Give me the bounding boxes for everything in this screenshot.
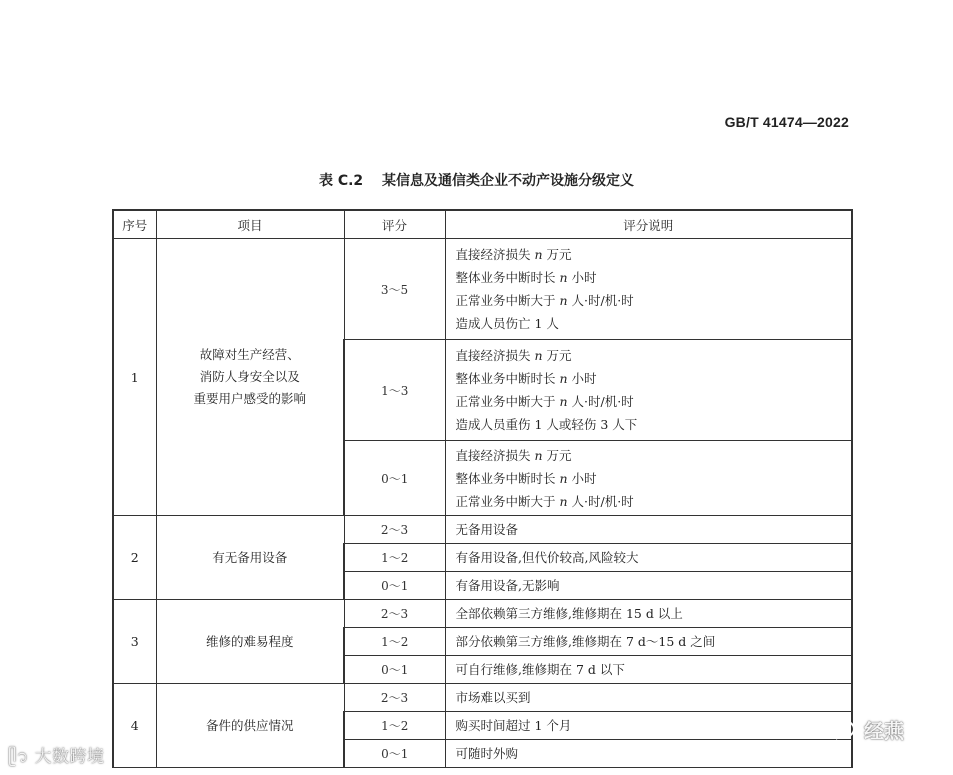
description-line xyxy=(456,574,846,597)
cell-description xyxy=(445,239,852,340)
cell-score: 2～3 xyxy=(344,516,445,544)
description-text: 直接经济损失 xyxy=(455,348,535,363)
description-line xyxy=(456,714,846,737)
column-header-item: 项目 xyxy=(156,210,344,239)
column-header-no: 序号 xyxy=(113,210,156,239)
cell-description xyxy=(445,712,852,740)
description-text: 整体业务中断时长 xyxy=(455,470,560,486)
description-text: 部分依赖第三方维修,维修期在 7 d～15 d 之间 xyxy=(455,634,716,649)
description-text: 可自行维修,维修期在 7 d 以下 xyxy=(455,662,625,677)
description-line xyxy=(456,312,846,335)
description-line xyxy=(456,444,846,467)
description-text: 正常业务中断大于 xyxy=(455,293,560,308)
item-line: 有无备用设备 xyxy=(212,549,288,565)
cell-row-number: 3 xyxy=(113,600,156,684)
chat-bubble-icon xyxy=(832,719,858,741)
table-row xyxy=(113,239,852,340)
cell-item xyxy=(156,516,344,600)
cell-description xyxy=(445,340,852,441)
description-line xyxy=(456,266,846,289)
description-text: 整体业务中断时长 xyxy=(455,270,560,285)
cell-row-number: 4 xyxy=(113,684,156,768)
description-line xyxy=(456,742,846,765)
watermark-left xyxy=(8,742,105,775)
column-header-score: 评分 xyxy=(344,210,445,239)
description-text: 造成人员伤亡 1 人 xyxy=(455,316,559,331)
description-line xyxy=(456,602,846,625)
variable-n: n xyxy=(534,348,543,363)
description-line xyxy=(456,686,846,709)
cell-score: 2～3 xyxy=(344,600,445,628)
description-text: 万元 xyxy=(542,247,572,262)
description-line xyxy=(456,546,846,569)
table-row xyxy=(113,684,852,712)
cell-description xyxy=(445,740,852,768)
description-text: 全部依赖第三方维修,维修期在 15 d 以上 xyxy=(455,606,683,621)
item-line: 重要用户感受的影响 xyxy=(193,391,306,406)
description-text: 正常业务中断大于 xyxy=(455,493,560,509)
table-row xyxy=(113,516,852,544)
description-text: 万元 xyxy=(542,447,572,463)
cell-score: 2～3 xyxy=(344,684,445,712)
description-text: 人·时/机·时 xyxy=(567,394,634,409)
watermark-left-text: 大数跨境 xyxy=(34,747,105,767)
cell-description xyxy=(445,572,852,600)
cell-score: 1～2 xyxy=(344,712,445,740)
item-line: 故障对生产经营、 xyxy=(199,347,300,362)
table-title-text: 某信息及通信类企业不动产设施分级定义 xyxy=(382,173,635,189)
cell-score: 1～2 xyxy=(344,544,445,572)
watermark-logo-icon: ᥫ᭡ xyxy=(8,747,35,767)
description-text: 正常业务中断大于 xyxy=(455,394,560,409)
variable-n: n xyxy=(534,247,543,262)
table-row xyxy=(113,600,852,628)
cell-description xyxy=(445,684,852,712)
description-text: 人·时/机·时 xyxy=(567,293,634,308)
description-text: 直接经济损失 xyxy=(455,247,535,262)
cell-description xyxy=(445,544,852,572)
cell-description xyxy=(445,656,852,684)
item-line: 维修的难易程度 xyxy=(205,633,294,649)
cell-item xyxy=(156,684,344,768)
watermark-right xyxy=(832,715,904,744)
description-text: 直接经济损失 xyxy=(455,447,535,463)
item-line: 备件的供应情况 xyxy=(205,717,294,733)
cell-row-number: 1 xyxy=(113,239,156,516)
description-line xyxy=(456,390,846,413)
cell-score: 1～2 xyxy=(344,628,445,656)
classification-table xyxy=(112,209,853,768)
description-line xyxy=(456,344,846,367)
variable-n: n xyxy=(559,470,568,486)
description-text: 购买时间超过 1 个月 xyxy=(455,718,572,733)
description-line xyxy=(456,490,846,513)
cell-score: 3～5 xyxy=(344,239,445,340)
description-text: 小时 xyxy=(567,270,597,285)
standard-code: GB/T 41474—2022 xyxy=(724,114,849,130)
variable-n: n xyxy=(559,394,568,409)
variable-n: n xyxy=(559,293,568,308)
variable-n: n xyxy=(559,493,568,509)
description-line xyxy=(456,413,846,436)
cell-item xyxy=(156,600,344,684)
table-header-row xyxy=(113,210,852,239)
item-line: 消防人身安全以及 xyxy=(199,369,300,384)
description-text: 造成人员重伤 1 人或轻伤 3 人下 xyxy=(455,417,638,432)
description-text: 市场难以买到 xyxy=(455,690,531,705)
table-title-label: 表 C.2 xyxy=(318,173,364,189)
description-line xyxy=(456,658,846,681)
column-header-desc: 评分说明 xyxy=(445,210,852,239)
description-text: 无备用设备 xyxy=(455,522,519,537)
description-line xyxy=(456,467,846,490)
variable-n: n xyxy=(534,447,543,463)
cell-description xyxy=(445,441,852,516)
description-text: 小时 xyxy=(567,371,597,386)
description-line xyxy=(456,289,846,312)
description-text: 可随时外购 xyxy=(455,746,519,761)
description-text: 万元 xyxy=(542,348,572,363)
cell-item xyxy=(156,239,344,516)
cell-score: 0～1 xyxy=(344,572,445,600)
variable-n: n xyxy=(559,371,568,386)
description-text: 有备用设备,但代价较高,风险较大 xyxy=(455,550,639,565)
table-title xyxy=(0,170,953,190)
watermark-right-text: 经燕 xyxy=(864,719,904,743)
description-text: 整体业务中断时长 xyxy=(455,371,560,386)
table-body xyxy=(113,239,852,768)
cell-score: 0～1 xyxy=(344,656,445,684)
cell-description xyxy=(445,516,852,544)
cell-score: 0～1 xyxy=(344,441,445,516)
cell-score: 1～3 xyxy=(344,340,445,441)
description-text: 小时 xyxy=(567,470,597,486)
variable-n: n xyxy=(559,270,568,285)
cell-description xyxy=(445,600,852,628)
cell-description xyxy=(445,628,852,656)
cell-score: 0～1 xyxy=(344,740,445,768)
description-line xyxy=(456,630,846,653)
description-line xyxy=(456,367,846,390)
description-text: 有备用设备,无影响 xyxy=(455,578,560,593)
cell-row-number: 2 xyxy=(113,516,156,600)
description-line xyxy=(456,243,846,266)
description-line xyxy=(456,518,846,541)
description-text: 人·时/机·时 xyxy=(567,493,634,509)
